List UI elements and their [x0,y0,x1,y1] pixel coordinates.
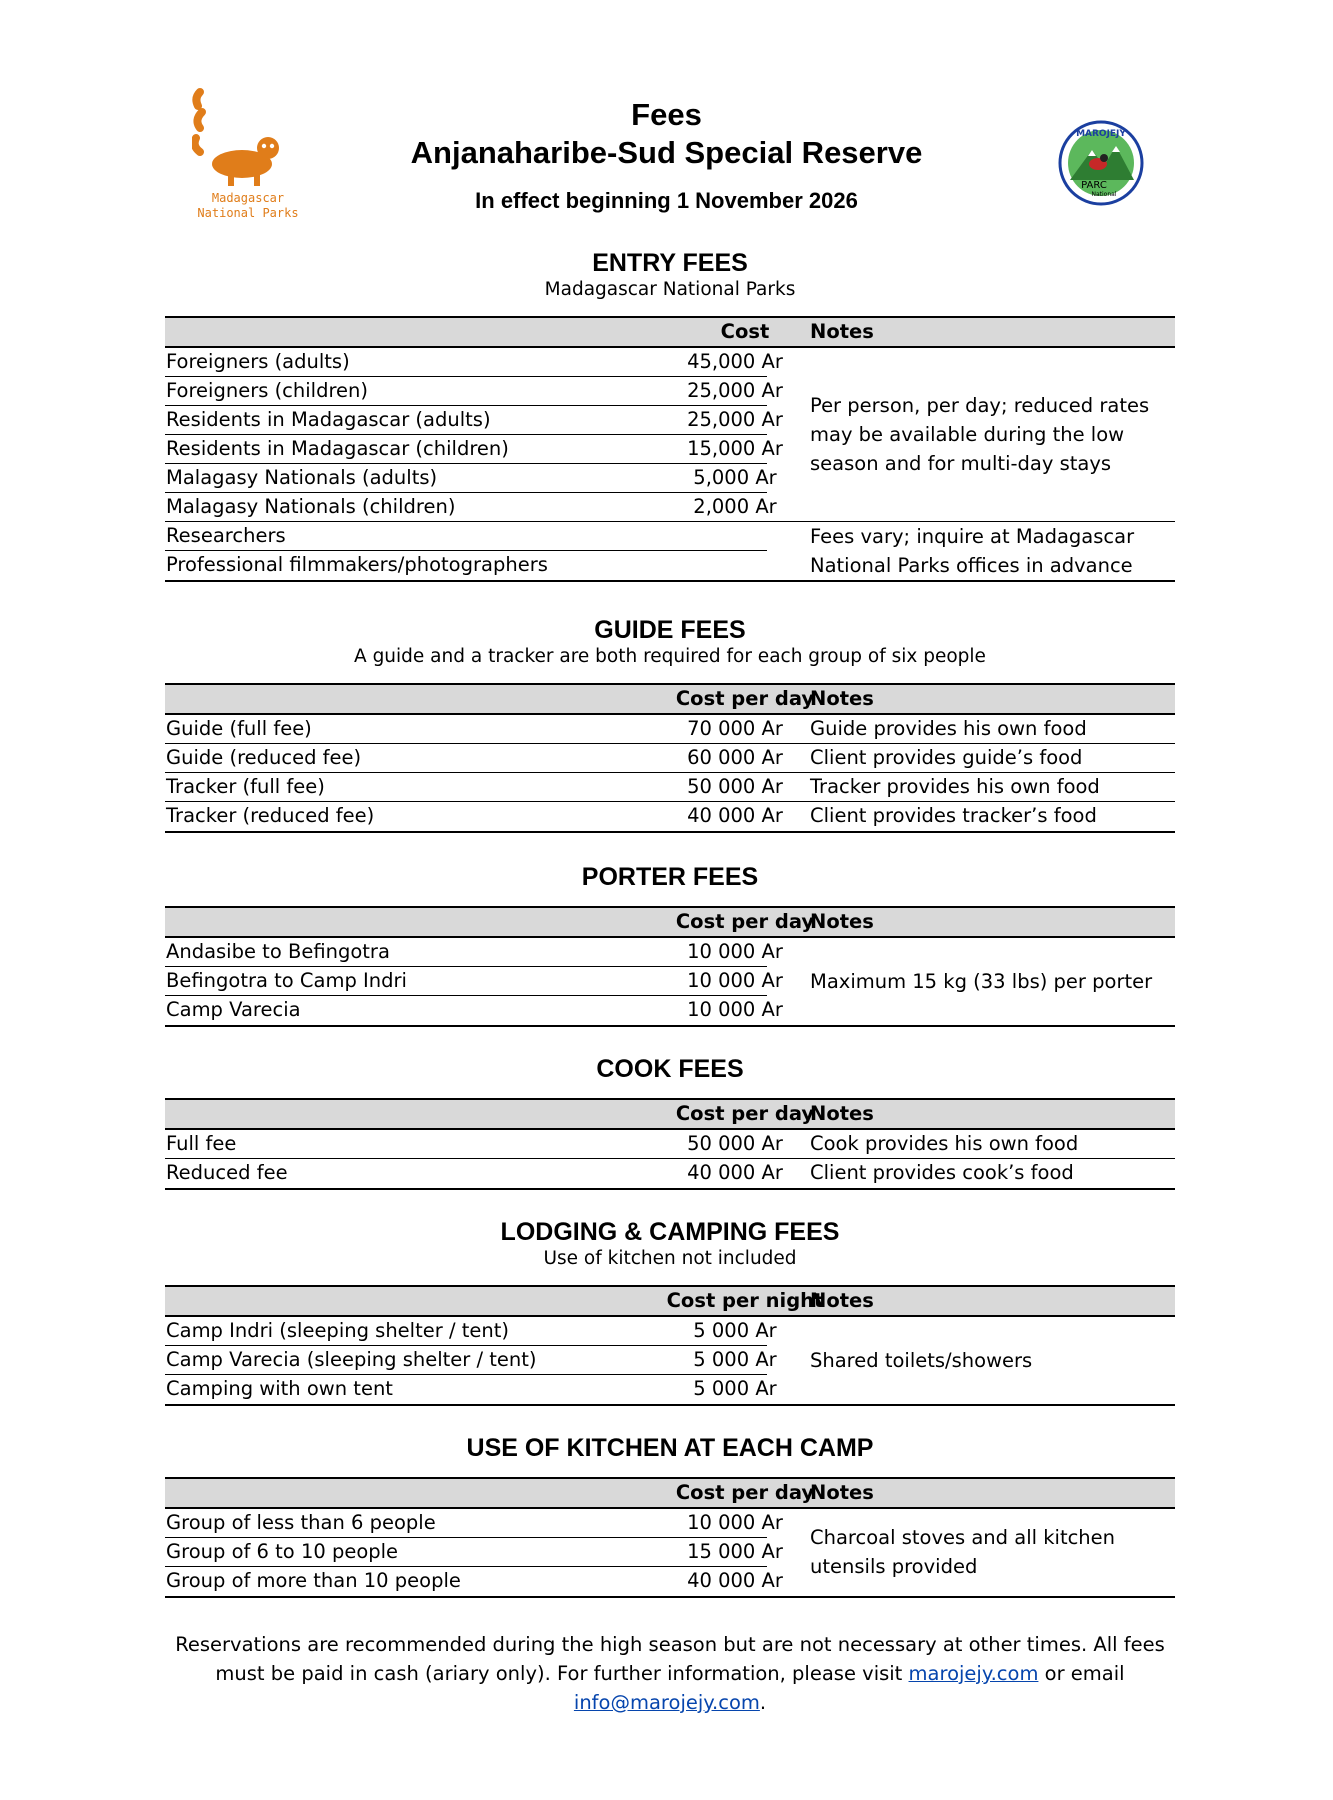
entry-fees-table [165,316,1175,582]
col-cost-header: Cost per day [675,1481,815,1504]
row-cost: 15,000 Ar [687,437,783,460]
row-label: Guide (reduced fee) [166,746,362,769]
kitchen-fees-section [165,1433,1175,1592]
row-cost: 60 000 Ar [687,746,783,769]
kitchen-fees-table [165,1477,1175,1598]
col-notes-header: Notes [810,1289,874,1312]
cook-fees-body [165,1130,1175,1188]
footer-line1: Reservations are recommended during the high season but are not necessary at other times. All fees [175,1633,1165,1656]
note-line: utensils provided [810,1555,978,1578]
lodging-fees-body [165,1317,1175,1404]
row-label: Camp Varecia [166,998,301,1021]
lodging-note: Shared toilets/showers [810,1349,1033,1372]
row-label: Reduced fee [166,1161,288,1184]
row-label: Malagasy Nationals (adults) [166,466,438,489]
table-header [165,1100,1175,1130]
note-line: Charcoal stoves and all kitchen [810,1526,1116,1549]
col-cost-header: Cost per day [675,910,815,933]
lodging-fees-table [165,1285,1175,1406]
table-row [165,1317,1175,1346]
col-cost-header: Cost [720,320,770,343]
park-badge-top-text: MAROJEJY [1076,129,1126,139]
col-cost-header: Cost per day [675,687,815,710]
row-cost: 10 000 Ar [687,1511,783,1534]
kitchen-fees-body [165,1509,1175,1596]
row-label: Foreigners (adults) [166,350,350,373]
row-cost: 2,000 Ar [693,495,777,518]
col-notes-header: Notes [810,687,874,710]
entry-fees-section [165,248,1175,577]
mnp-logo-line1: Madagascar [211,191,285,205]
row-cost: 10 000 Ar [687,940,783,963]
row-note: Guide provides his own food [810,717,1087,740]
note-line: season and for multi-day stays [810,452,1112,475]
email-link[interactable]: info@marojejy.com [573,1691,760,1714]
entry-notes-group2 [810,522,1160,580]
footer-line2 [165,1659,1175,1688]
table-row [165,1130,1175,1159]
row-cost: 10 000 Ar [687,998,783,1021]
document-title: Fees [631,97,702,132]
guide-fees-title: GUIDE FEES [594,616,746,644]
kitchen-note [810,1523,1160,1581]
row-cost: 70 000 Ar [687,717,783,740]
row-note: Tracker provides his own food [810,775,1100,798]
table-header [165,318,1175,348]
row-label: Tracker (full fee) [166,775,325,798]
row-note: Client provides cook’s food [810,1161,1074,1184]
porter-fees-table [165,906,1175,1027]
table-row [165,715,1175,744]
row-label: Camp Indri (sleeping shelter / tent) [166,1319,509,1342]
row-label: Residents in Madagascar (adults) [166,408,491,431]
col-notes-header: Notes [810,320,874,343]
footer-note [165,1630,1175,1717]
row-cost: 25,000 Ar [687,408,783,431]
row-label: Guide (full fee) [166,717,312,740]
cook-fees-title: COOK FEES [596,1055,744,1083]
table-row [165,1375,1175,1404]
row-label: Camping with own tent [166,1377,393,1400]
note-line: may be available during the low [810,423,1125,446]
porter-fees-section [165,862,1175,1021]
table-row [165,493,1175,522]
row-cost: 15 000 Ar [687,1540,783,1563]
row-cost: 40 000 Ar [687,804,783,827]
porter-fees-body [165,938,1175,1025]
footer-line2-tail: or email [1038,1662,1125,1685]
row-label: Group of more than 10 people [166,1569,461,1592]
table-header [165,908,1175,938]
row-cost: 5 000 Ar [693,1348,777,1371]
row-label: Group of 6 to 10 people [166,1540,399,1563]
row-label: Tracker (reduced fee) [166,804,375,827]
table-row [165,744,1175,773]
row-cost: 40 000 Ar [687,1569,783,1592]
row-cost: 45,000 Ar [687,350,783,373]
lodging-fees-section [165,1217,1175,1400]
row-note: Client provides guide’s food [810,746,1083,769]
porter-note: Maximum 15 kg (33 lbs) per porter [810,970,1153,993]
row-cost: 5,000 Ar [693,466,777,489]
row-cost: 50 000 Ar [687,775,783,798]
table-row [165,802,1175,831]
lodging-fees-subtitle: Use of kitchen not included [543,1248,797,1269]
col-notes-header: Notes [810,910,874,933]
table-row [165,938,1175,967]
lodging-fees-title: LODGING & CAMPING FEES [500,1218,840,1246]
row-label: Camp Varecia (sleeping shelter / tent) [166,1348,537,1371]
row-label: Researchers [166,524,286,547]
website-link[interactable]: marojejy.com [908,1662,1039,1685]
row-cost: 25,000 Ar [687,379,783,402]
note-line: Per person, per day; reduced rates [810,394,1150,417]
row-label: Residents in Madagascar (children) [166,437,509,460]
table-row [165,996,1175,1025]
guide-fees-body [165,715,1175,831]
row-cost: 5 000 Ar [693,1377,777,1400]
cook-fees-section [165,1054,1175,1184]
table-header [165,1287,1175,1317]
table-header [165,1479,1175,1509]
row-cost: 10 000 Ar [687,969,783,992]
row-note: Client provides tracker’s food [810,804,1097,827]
kitchen-fees-title: USE OF KITCHEN AT EACH CAMP [466,1434,874,1462]
row-cost: 50 000 Ar [687,1132,783,1155]
document-subtitle: Anjanaharibe-Sud Special Reserve [410,135,923,170]
guide-fees-subtitle: A guide and a tracker are both required for each group of six people [354,646,986,667]
effective-date: In effect beginning 1 November 2026 [475,188,858,213]
entry-notes-group1 [810,391,1160,478]
table-row [165,348,1175,377]
mnp-logo-line2: National Parks [197,206,299,220]
row-label: Andasibe to Befingotra [166,940,390,963]
row-cost: 40 000 Ar [687,1161,783,1184]
col-cost-header: Cost per day [675,1102,815,1125]
guide-fees-table [165,683,1175,833]
footer-line3-tail: . [759,1691,767,1714]
porter-fees-title: PORTER FEES [581,863,759,891]
document-header [0,96,1333,214]
note-line: Fees vary; inquire at Madagascar [810,525,1135,548]
row-label: Malagasy Nationals (children) [166,495,456,518]
row-label: Group of less than 6 people [166,1511,436,1534]
row-label: Befingotra to Camp Indri [166,969,407,992]
row-label: Professional filmmakers/photographers [166,553,548,576]
guide-fees-section [165,615,1175,827]
entry-fees-title: ENTRY FEES [592,249,748,277]
row-note: Cook provides his own food [810,1132,1079,1155]
col-notes-header: Notes [810,1102,874,1125]
row-label: Foreigners (children) [166,379,369,402]
cook-fees-table [165,1098,1175,1190]
footer-line3 [165,1688,1175,1717]
footer-line2-text: must be paid in cash (ariary only). For further information, please visit [215,1662,909,1685]
table-row [165,773,1175,802]
park-badge-bottom-text: PARC [1081,180,1107,191]
entry-fees-subtitle: Madagascar National Parks [544,279,796,300]
park-badge-small-text: National [1091,191,1117,198]
table-row [165,1159,1175,1188]
col-cost-header: Cost per night [666,1289,824,1312]
table-header [165,685,1175,715]
entry-fees-body [165,348,1175,580]
row-cost: 5 000 Ar [693,1319,777,1342]
note-line: National Parks offices in advance [810,554,1133,577]
col-notes-header: Notes [810,1481,874,1504]
row-label: Full fee [166,1132,237,1155]
